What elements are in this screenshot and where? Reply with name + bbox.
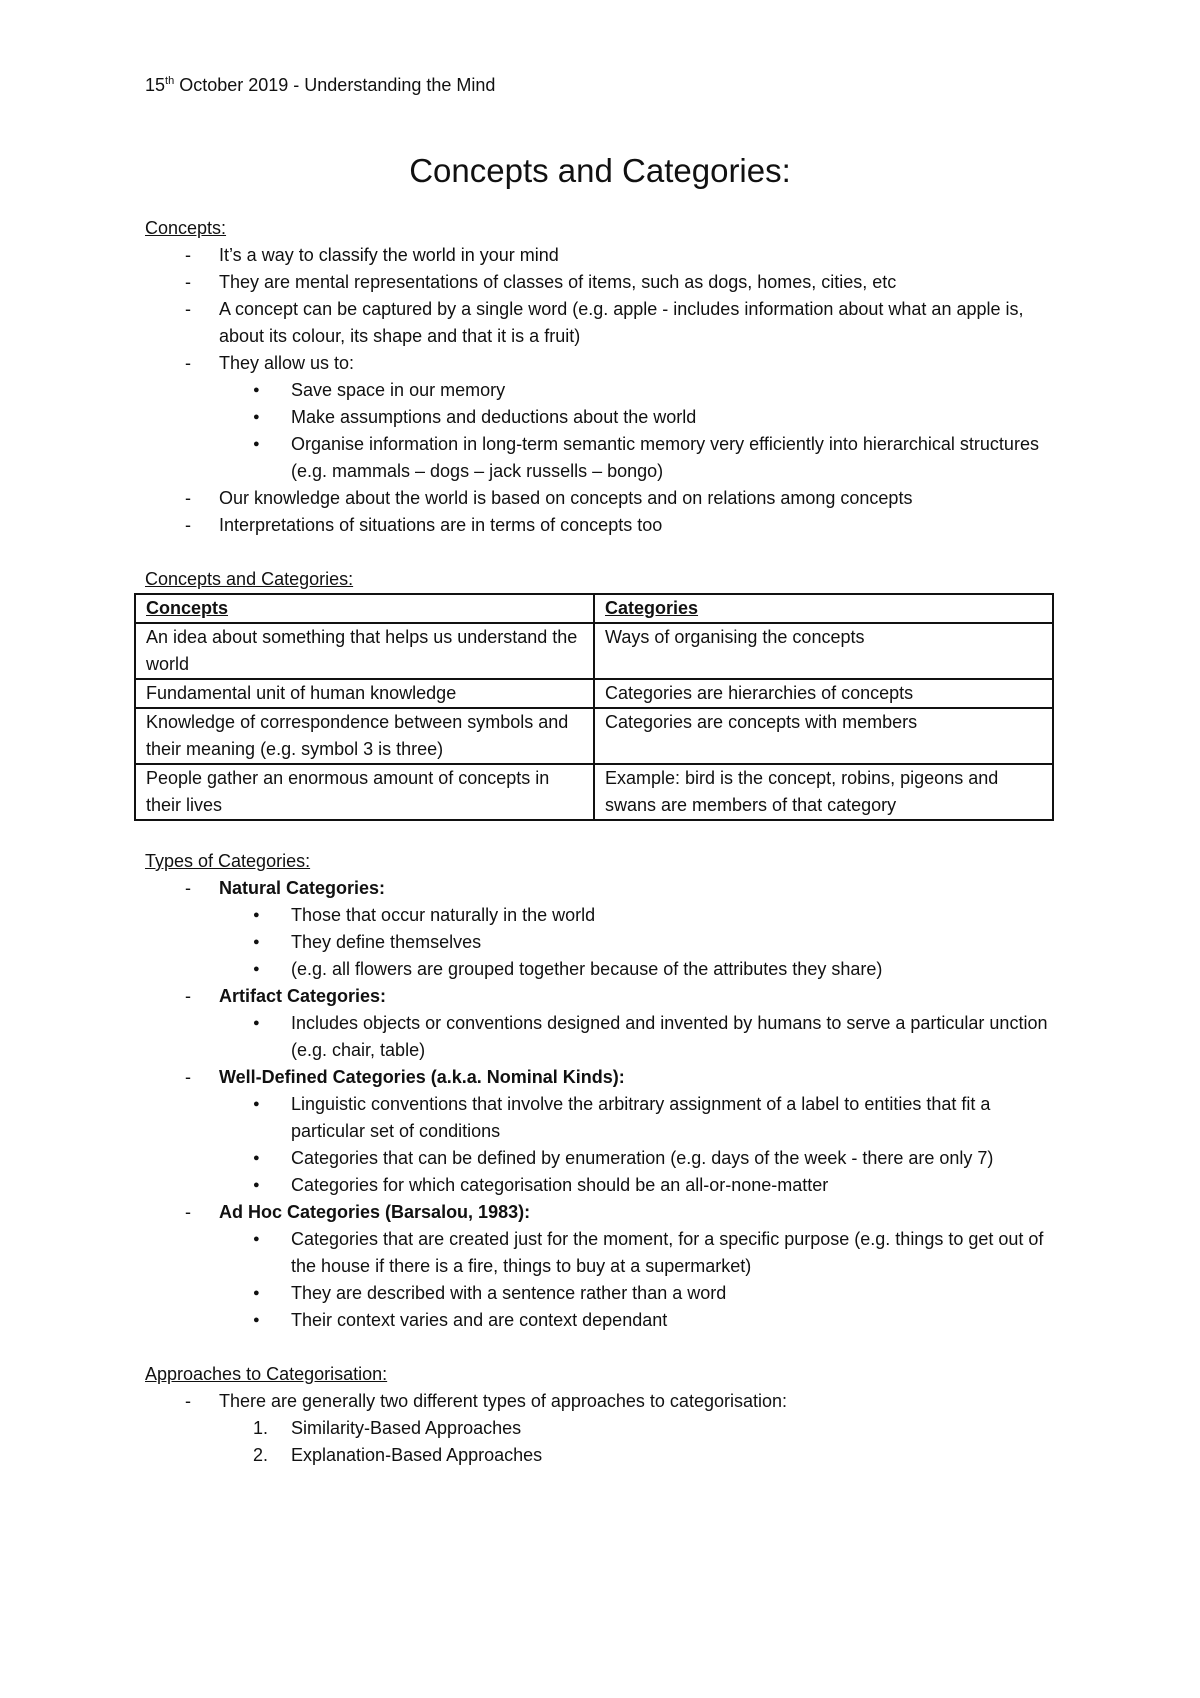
list-item	[145, 875, 1055, 983]
list-item: - It’s a way to classify the world in your mind	[145, 242, 1055, 269]
table-cell: Ways of organising the concepts	[594, 623, 1053, 679]
approaches-intro: There are generally two different types of approaches to categorisation:	[219, 1391, 788, 1411]
well-defined-label: Well-Defined Categories (a.k.a. Nominal Kinds):	[219, 1067, 625, 1087]
list-item	[145, 1064, 1055, 1199]
types-list	[145, 875, 1055, 1334]
table-cell: Categories are hierarchies of concepts	[594, 679, 1053, 708]
list-item: ● They are described with a sentence rather than a word	[145, 1280, 1055, 1307]
list-item	[145, 1415, 1055, 1442]
natural-label: Natural Categories:	[219, 878, 386, 898]
types-heading: Types of Categories:	[145, 851, 311, 871]
concepts-categories-table	[134, 593, 1054, 821]
item-number: 1.	[253, 1418, 269, 1438]
artifact-label: Artifact Categories:	[219, 986, 387, 1006]
header-day-suffix: th	[165, 75, 175, 87]
approaches-section	[145, 1361, 1055, 1469]
list-item: ● (e.g. all flowers are grouped together because of the attributes they share)	[145, 956, 1055, 983]
list-item: - A concept can be captured by a single word (e.g. apple - includes information about what an apple is, about its colour, its shape and that it is a fruit)	[145, 296, 1055, 350]
header-day: 15	[145, 75, 166, 95]
list-item: ● Those that occur naturally in the world	[145, 902, 1055, 929]
table-row	[135, 623, 1053, 679]
ad-hoc-bullets	[219, 1226, 1055, 1334]
item-number: 2.	[253, 1445, 269, 1465]
table-row	[135, 764, 1053, 820]
table-cell: Fundamental unit of human knowledge	[135, 679, 594, 708]
list-item: ● Categories for which categorisation should be an all-or-none-matter	[145, 1172, 1055, 1199]
artifact-bullets	[219, 1010, 1055, 1064]
well-defined-bullets	[219, 1091, 1055, 1199]
approaches-numbered	[219, 1415, 1055, 1469]
list-item: ● Make assumptions and deductions about the world	[145, 404, 1055, 431]
table-row	[135, 679, 1053, 708]
list-item: ● They define themselves	[145, 929, 1055, 956]
concepts-section	[145, 215, 1055, 539]
list-item: ● Save space in our memory	[145, 377, 1055, 404]
header-rest: October 2019 - Understanding the Mind	[174, 75, 496, 95]
list-item: - Interpretations of situations are in terms of concepts too	[145, 512, 1055, 539]
table-cell: Knowledge of correspondence between symbols and their meaning (e.g. symbol 3 is three)	[135, 708, 594, 764]
list-item: - They are mental representations of classes of items, such as dogs, homes, cities, etc	[145, 269, 1055, 296]
list-item: ● Their context varies and are context dependant	[145, 1307, 1055, 1334]
list-item	[145, 1199, 1055, 1334]
table-heading: Concepts and Categories:	[145, 569, 354, 589]
list-item	[145, 350, 1055, 485]
item-text: Explanation-Based Approaches	[291, 1445, 543, 1465]
types-section	[145, 848, 1055, 1334]
table-header-row	[135, 594, 1053, 623]
header-date-line	[145, 72, 1055, 99]
table-row	[135, 708, 1053, 764]
list-item: ● Linguistic conventions that involve the arbitrary assignment of a label to entities that fit a particular set of conditions	[145, 1091, 1055, 1145]
table-cell: Example: bird is the concept, robins, pigeons and swans are members of that category	[594, 764, 1053, 820]
table-cell: An idea about something that helps us understand the world	[135, 623, 594, 679]
approaches-list	[145, 1388, 1055, 1469]
table-cell: Categories are concepts with members	[594, 708, 1053, 764]
list-item: - Our knowledge about the world is based on concepts and on relations among concepts	[145, 485, 1055, 512]
list-item	[145, 1442, 1055, 1469]
list-item: ● Categories that are created just for the moment, for a specific purpose (e.g. things to get out of the house if there is a fire, things to buy at a supermarket)	[145, 1226, 1055, 1280]
table-cell: People gather an enormous amount of concepts in their lives	[135, 764, 594, 820]
list-item: ● Includes objects or conventions designed and invented by humans to serve a particular unction (e.g. chair, table)	[145, 1010, 1055, 1064]
item-text: Similarity-Based Approaches	[291, 1418, 522, 1438]
allow-bullets	[219, 377, 1055, 485]
allow-us-label: They allow us to:	[219, 353, 355, 373]
table-section	[145, 566, 1055, 821]
list-item: ● Categories that can be defined by enumeration (e.g. days of the week - there are only 7)	[145, 1145, 1055, 1172]
natural-bullets	[219, 902, 1055, 983]
col-header-categories: Categories	[594, 594, 1053, 623]
list-item	[145, 983, 1055, 1064]
list-item	[145, 1388, 1055, 1469]
concepts-heading: Concepts:	[145, 218, 227, 238]
col-header-concepts: Concepts	[135, 594, 594, 623]
approaches-heading: Approaches to Categorisation:	[145, 1364, 388, 1384]
concepts-list	[145, 242, 1055, 539]
ad-hoc-label: Ad Hoc Categories (Barsalou, 1983):	[219, 1202, 531, 1222]
page-title: Concepts and Categories:	[409, 152, 791, 189]
document-page	[145, 72, 1055, 1496]
list-item: ● Organise information in long-term semantic memory very efficiently into hierarchical structures (e.g. mammals – dogs – jack russells – bongo)	[145, 431, 1055, 485]
